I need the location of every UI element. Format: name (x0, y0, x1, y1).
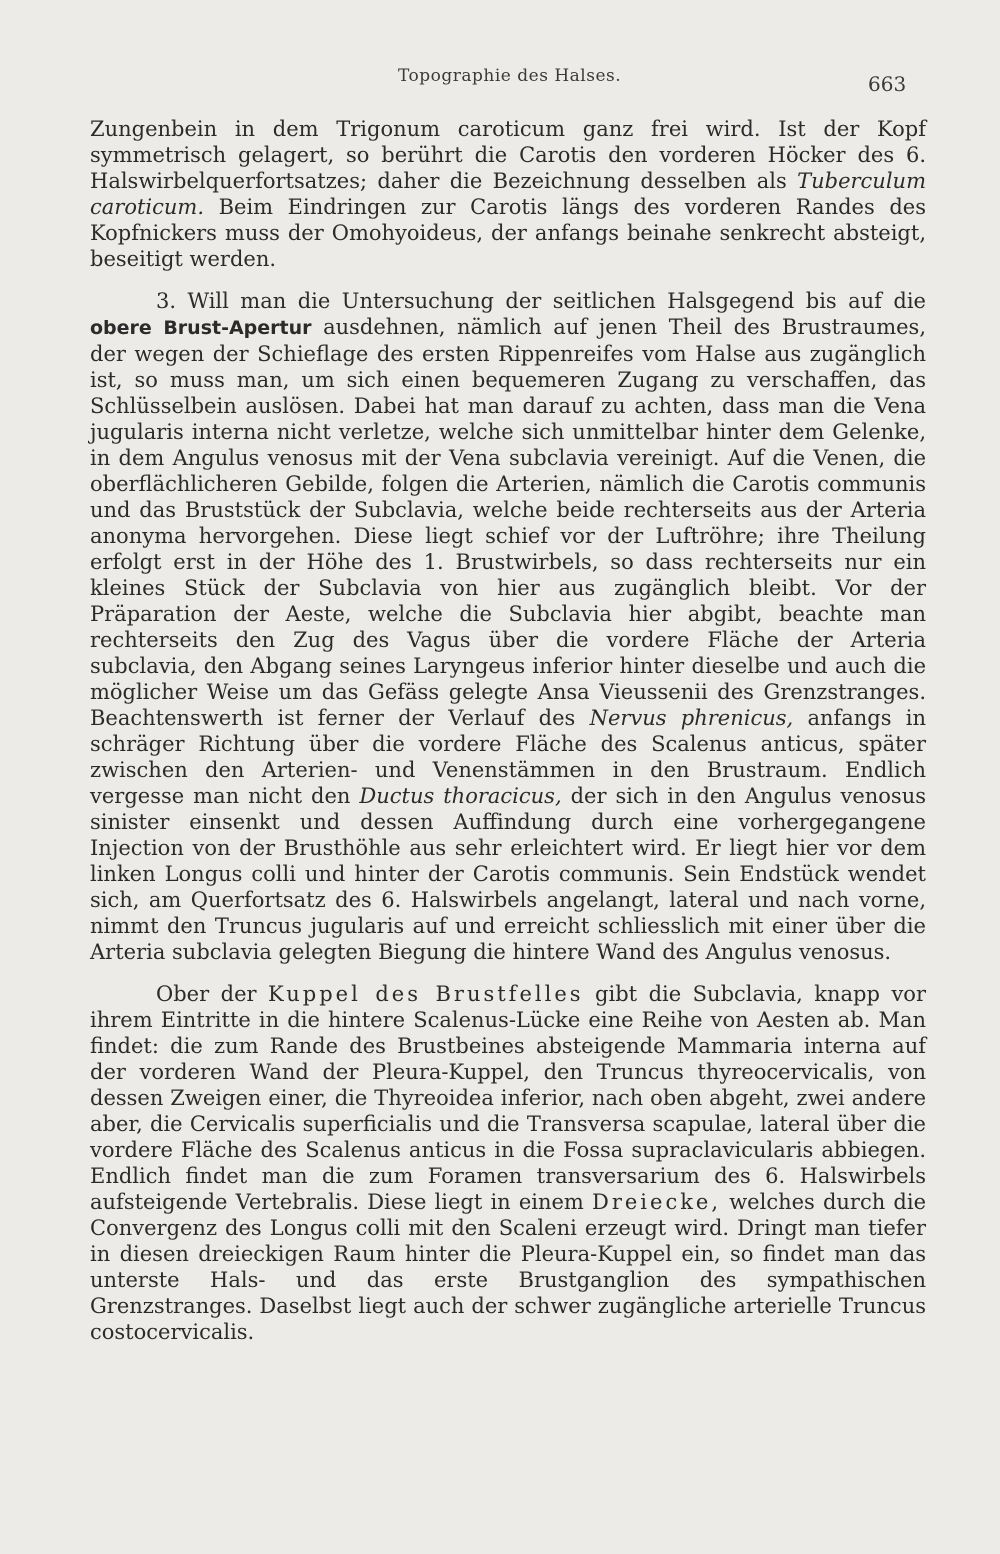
page-number: 663 (868, 72, 907, 96)
paragraph-2-text-a: 3. Will man die Untersuchung der seitlichen Halsgegend bis auf die (156, 289, 926, 313)
paragraph-1-text-b: Beim Eindringen zur Carotis längs des vorderen Randes des Kopfnickers muss der Omohyoideus, der anfangs beinahe senkrecht absteigt, beseitigt werden. (90, 195, 926, 271)
paragraph-1-text-a: Zungenbein in dem Trigonum caroticum ganz frei wird. Ist der Kopf symmetrisch gelagert, so berührt die Carotis den vorderen Höcker des 6. Halswirbelquerfortsatzes; daher die Bezeichnung desselben als (90, 117, 926, 193)
paragraph-2 (90, 288, 926, 965)
running-title: Topographie des Halses. (398, 66, 622, 86)
body-text (90, 116, 926, 1345)
italic-term-ductus-thoracicus: Ductus thoracicus, (359, 784, 562, 808)
paragraph-3-text-b: gibt die Subclavia, knapp vor ihrem Eintritte in die hintere Scalenus-Lücke eine Reihe von Aesten ab. Man findet: die zum Rande des Brustbeines absteigende Mammaria interna auf der vorderen Wand der Pleura-Kuppel, den Truncus thyreocervicalis, von dessen Zweigen einer, die Thyreoidea inferior, nach oben abgeht, zwei andere aber, die Cervicalis superficialis und die Transversa scapulae, lateral über die vordere Fläche des Scalenus anticus in die Fossa supraclavicularis abbiegen. Endlich findet man die zum Foramen transversarium des 6. Halswirbels aufsteigende Vertebralis. Diese liegt in einem (90, 982, 926, 1214)
paragraph-3-text-c: welches durch die Convergenz des Longus colli mit den Scaleni erzeugt wird. Dringt man tiefer in diesen dreieckigen Raum hinter die Pleura-Kuppel ein, so findet man das unterste Hals- und das erste Brustganglion des sympathischen Grenzstranges. Daselbst liegt auch der schwer zugängliche arterielle Truncus costocervicalis. (90, 1190, 926, 1344)
paragraph-1 (90, 116, 926, 272)
paragraph-2-text-c: anfangs in schräger Richtung über die vordere Fläche des Scalenus anticus, später zwischen den Arterien- und Venenstämmen in den Brustraum. Endlich vergesse man nicht den (90, 706, 926, 808)
spaced-term-kuppel: Kuppel des Brustfelles (268, 982, 584, 1006)
spaced-term-dreiecke: Dreiecke, (592, 1190, 722, 1214)
running-head (0, 66, 1000, 96)
paragraph-3-text-a: Ober der (156, 982, 269, 1006)
paragraph-3 (90, 981, 926, 1345)
paragraph-2-text-b: ausdehnen, nämlich auf jenen Theil des Brustraumes, der wegen der Schieflage des ersten Rippenreifes vom Halse aus zugänglich ist, so muss man, um sich einen bequemeren Zugang zu verschaffen, das Schlüsselbein auslösen. Dabei hat man darauf zu achten, dass man die Vena jugularis interna nicht verletze, welche sich unmittelbar hinter dem Gelenke, in dem Angulus venosus mit der Vena subclavia vereinigt. Auf die Venen, die oberflächlicheren Gebilde, folgen die Arterien, nämlich die Carotis communis und das Bruststück der Subclavia, welche beide rechterseits aus der Arteria anonyma hervorgehen. Diese liegt schief vor der Luftröhre; ihre Theilung erfolgt erst in der Höhe des 1. Brustwirbels, so dass rechterseits nur ein kleines Stück der Subclavia von hier aus zugänglich bleibt. Vor der Präparation der Aeste, welche die Subclavia hier abgibt, beachte man rechterseits den Zug des Vagus über die vordere Fläche der Arteria subclavia, den Abgang seines Laryngeus inferior hinter dieselbe und auch die möglicher Weise um das Gefäss gelegte Ansa Vieussenii des Grenzstranges. Beachtenswerth ist ferner der Verlauf des (90, 315, 926, 730)
italic-term-nervus-phrenicus: Nervus phrenicus, (589, 706, 794, 730)
bold-term-brust-apertur: obere Brust-Apertur (90, 317, 312, 339)
italic-term-tuberculum: Tuberculum caroticum. (90, 169, 926, 219)
paragraph-2-text-d: der sich in den Angulus venosus sinister einsenkt und dessen Auffindung durch eine vorhergegangene Injection von der Brusthöhle aus sehr erleichtert wird. Er liegt hier vor dem linken Longus colli und hinter der Carotis communis. Sein Endstück wendet sich, am Querfortsatz des 6. Halswirbels angelangt, lateral und nach vorne, nimmt den Truncus jugularis auf und erreicht schliesslich mit einer über die Arteria subclavia gelegten Biegung die hintere Wand des Angulus venosus. (90, 784, 927, 964)
